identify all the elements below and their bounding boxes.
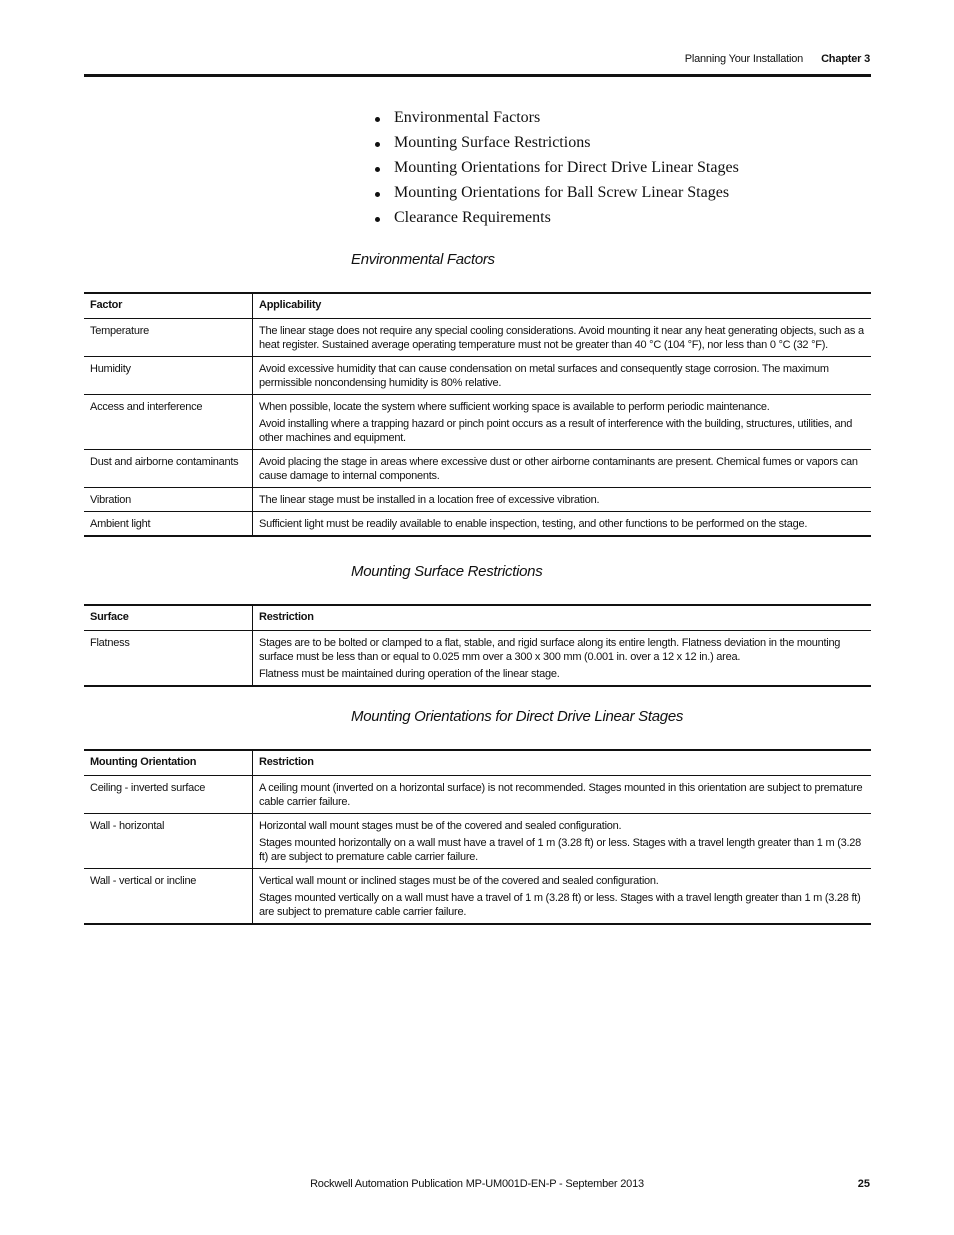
- cell-text: Stages mounted horizontally on a wall must have a travel of 1 m (3.28 ft) or less. Stages with a travel length greater than 1 m (3.28 ft) are subject to premature cable carrier failure.: [259, 837, 862, 863]
- table-row: [84, 631, 871, 687]
- table-row: [84, 488, 871, 512]
- restriction-cell: [253, 631, 872, 687]
- environmental-factors-table: [84, 292, 871, 537]
- restriction-cell: [253, 814, 872, 869]
- mounting-orientations-table: [84, 749, 871, 925]
- factor-cell: Dust and airborne contaminants: [84, 450, 253, 488]
- applicability-cell: [253, 488, 872, 512]
- column-header: Applicability: [253, 293, 872, 319]
- topic-item[interactable]: Clearance Requirements: [372, 207, 739, 232]
- mounting-surface-caption: Mounting Surface Restrictions: [351, 563, 543, 580]
- cell-text: When possible, locate the system where sufficient working space is available to perform periodic maintenance.: [259, 401, 770, 413]
- topic-list: [372, 107, 739, 232]
- cell-text: A ceiling mount (inverted on a horizontal surface) is not recommended. Stages mounted in this orientation are subject to premature cable carrier failure.: [259, 782, 863, 808]
- restriction-cell: [253, 776, 872, 814]
- cell-text: Sufficient light must be readily available to enable inspection, testing, and other functions to be performed on the stage.: [259, 518, 808, 530]
- orientation-cell: Wall - horizontal: [84, 814, 253, 869]
- column-header: Restriction: [253, 750, 872, 776]
- factor-cell: Access and interference: [84, 395, 253, 450]
- factor-cell: Temperature: [84, 319, 253, 357]
- header-rule: [84, 74, 871, 77]
- factor-cell: Humidity: [84, 357, 253, 395]
- applicability-cell: [253, 450, 872, 488]
- cell-text: Avoid installing where a trapping hazard or pinch point occurs as a result of interference with the building, structures, utilities, and other machines and equipment.: [259, 418, 853, 444]
- table-header-row: [84, 750, 871, 776]
- orientation-cell: Ceiling - inverted surface: [84, 776, 253, 814]
- surface-cell: Flatness: [84, 631, 253, 687]
- header-chapter-label: Chapter 3: [821, 53, 870, 65]
- footer-publication: Rockwell Automation Publication MP-UM001D-EN-P - September 2013: [310, 1178, 644, 1190]
- orientation-cell: Wall - vertical or incline: [84, 869, 253, 925]
- cell-text: Stages mounted vertically on a wall must have a travel of 1 m (3.28 ft) or less. Stages with a travel length greater than 1 m (3.28 ft) are subject to premature cable carrier failure.: [259, 892, 861, 918]
- factor-cell: Vibration: [84, 488, 253, 512]
- column-header: Restriction: [253, 605, 872, 631]
- mounting-surface-table: [84, 604, 871, 687]
- running-header: [685, 53, 870, 65]
- applicability-cell: [253, 395, 872, 450]
- cell-text: The linear stage must be installed in a location free of excessive vibration.: [259, 494, 600, 506]
- cell-text: Vertical wall mount or inclined stages must be of the covered and sealed configuration.: [259, 875, 659, 887]
- applicability-cell: [253, 357, 872, 395]
- applicability-cell: [253, 512, 872, 537]
- environmental-factors-caption: Environmental Factors: [351, 251, 495, 268]
- table-row: [84, 869, 871, 925]
- mounting-orientations-caption: Mounting Orientations for Direct Drive Linear Stages: [351, 708, 684, 725]
- table-header-row: [84, 293, 871, 319]
- cell-text: The linear stage does not require any special cooling considerations. Avoid mounting it near any heat generating objects, such as a heat register. Sustained average operating temperature must not be greater than 40 °C (104 °F), nor less than 0 °C (32 °F).: [259, 325, 864, 351]
- page-number: 25: [857, 1178, 870, 1190]
- topic-item[interactable]: Mounting Surface Restrictions: [372, 132, 739, 157]
- table-row: [84, 512, 871, 537]
- table-row: [84, 357, 871, 395]
- topic-item[interactable]: Environmental Factors: [372, 107, 739, 132]
- cell-text: Avoid placing the stage in areas where excessive dust or other airborne contaminants are present. Chemical fumes or vapors can cause damage to internal components.: [259, 456, 858, 482]
- column-header: Surface: [84, 605, 253, 631]
- column-header: Factor: [84, 293, 253, 319]
- table-header-row: [84, 605, 871, 631]
- topic-item[interactable]: Mounting Orientations for Direct Drive Linear Stages: [372, 157, 739, 182]
- table-row: [84, 776, 871, 814]
- cell-text: Flatness must be maintained during operation of the linear stage.: [259, 668, 560, 680]
- applicability-cell: [253, 319, 872, 357]
- table-row: [84, 814, 871, 869]
- factor-cell: Ambient light: [84, 512, 253, 537]
- table-row: [84, 395, 871, 450]
- cell-text: Stages are to be bolted or clamped to a flat, stable, and rigid surface along its entire length. Flatness deviation in the mounting surface must be less than or equal to 0.025 mm over a 300 x 300 mm (0.001 in. over a 12 x 12 in.) area.: [259, 637, 841, 663]
- header-section-title: Planning Your Installation: [684, 53, 804, 65]
- restriction-cell: [253, 869, 872, 925]
- cell-text: Horizontal wall mount stages must be of the covered and sealed configuration.: [259, 820, 622, 832]
- table-row: [84, 319, 871, 357]
- topic-item[interactable]: Mounting Orientations for Ball Screw Linear Stages: [372, 182, 739, 207]
- column-header: Mounting Orientation: [84, 750, 253, 776]
- table-row: [84, 450, 871, 488]
- cell-text: Avoid excessive humidity that can cause condensation on metal surfaces and consequently stage corrosion. The maximum permissible noncondensing humidity is 80% relative.: [259, 363, 829, 389]
